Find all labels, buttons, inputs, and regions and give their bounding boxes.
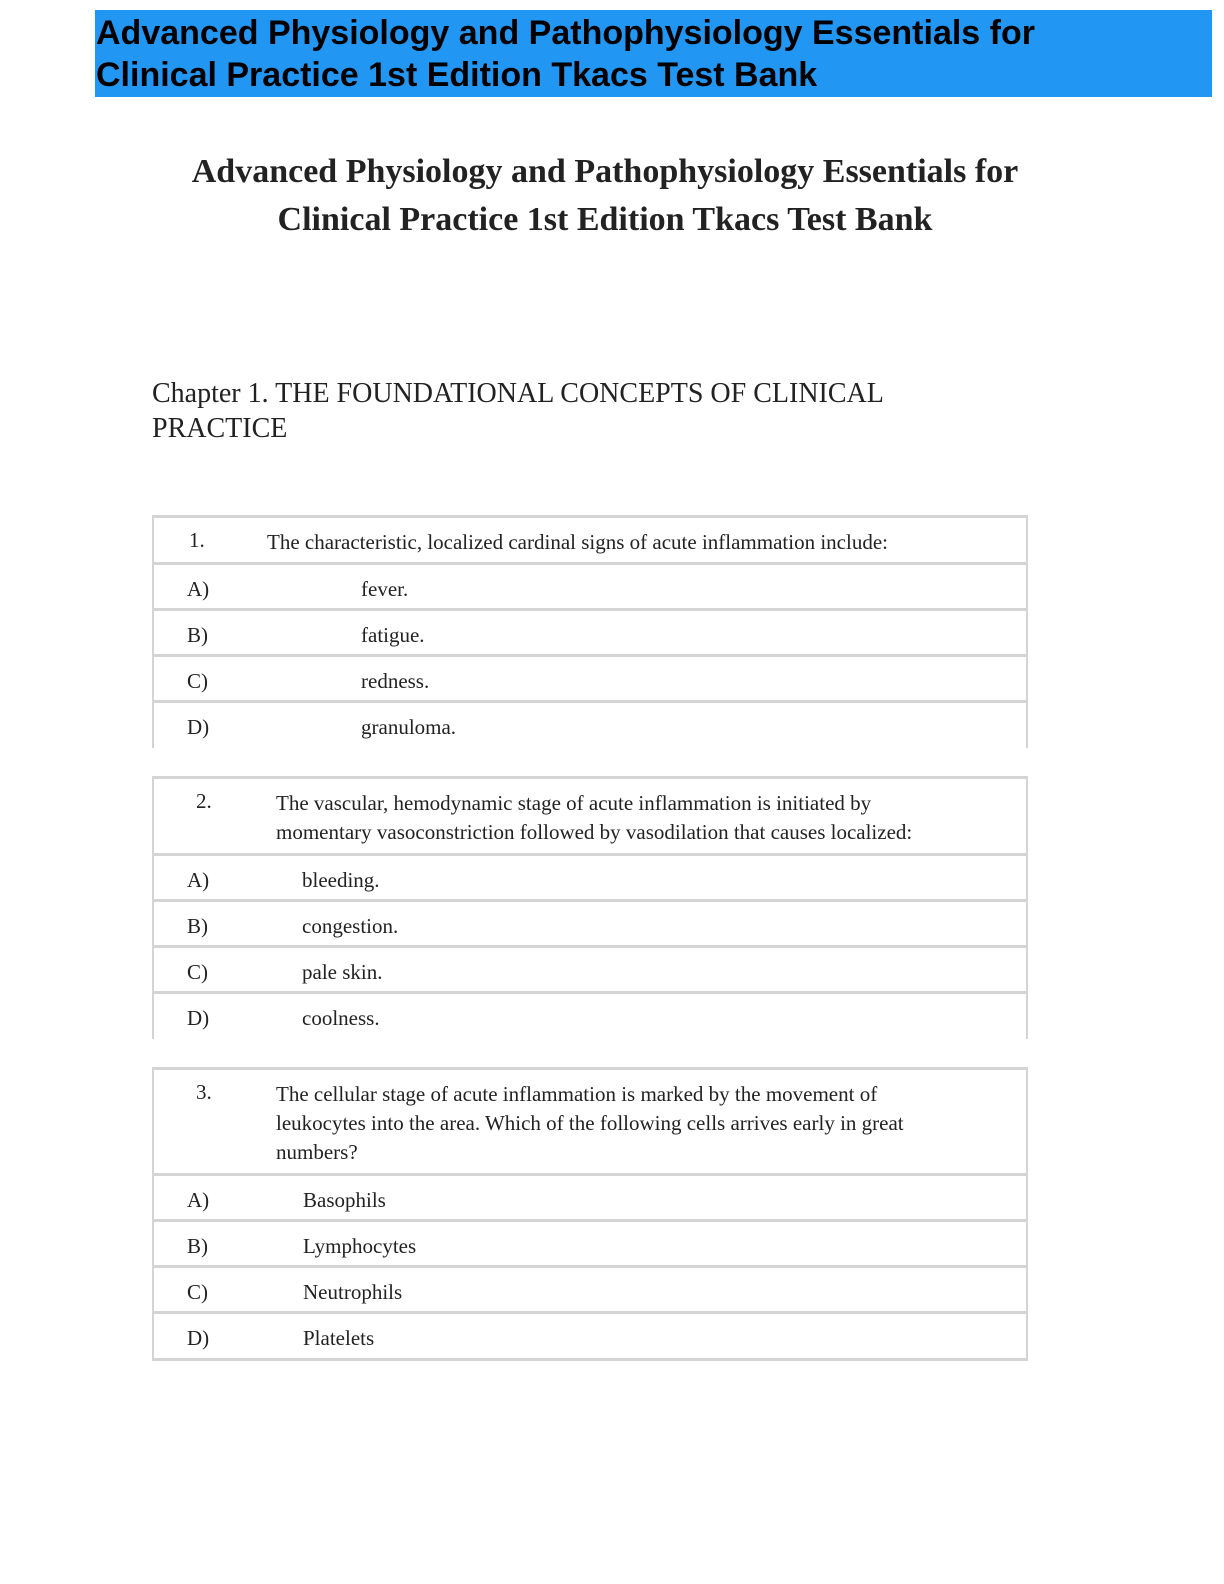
banner-title-line: Clinical Practice 1st Edition Tkacs Test Bank <box>96 56 818 94</box>
option-text: Basophils <box>303 1188 386 1212</box>
banner-title-line: Advanced Physiology and Pathophysiology Essentials for <box>96 14 1035 52</box>
chapter-heading <box>152 376 972 446</box>
question-stem <box>276 1080 904 1167</box>
option-letter: D) <box>187 1326 210 1350</box>
answer-option <box>152 856 1028 902</box>
answer-option <box>152 902 1028 948</box>
question-stem <box>276 789 912 847</box>
chapter-heading-line: Chapter 1. THE FOUNDATIONAL CONCEPTS OF CLINICAL <box>152 378 884 409</box>
option-text: bleeding. <box>302 868 380 892</box>
question-stem-line: momentary vasoconstriction followed by vasodilation that causes localized: <box>276 820 913 844</box>
option-text: fever. <box>361 577 409 601</box>
option-letter: C) <box>187 1280 208 1304</box>
question-row <box>152 1070 1028 1176</box>
question-stem-line: The characteristic, localized cardinal signs of acute inflammation include: <box>267 530 888 554</box>
chapter-heading-line: PRACTICE <box>152 413 288 444</box>
option-letter: A) <box>187 577 210 601</box>
question-stem-line: numbers? <box>276 1140 358 1164</box>
document-title-line: Clinical Practice 1st Edition Tkacs Test Bank <box>277 201 933 238</box>
question-table <box>152 776 1028 1039</box>
option-letter: B) <box>187 914 208 938</box>
document-title-line: Advanced Physiology and Pathophysiology Essentials for <box>191 153 1019 190</box>
question-stem <box>267 528 888 557</box>
option-text: Lymphocytes <box>303 1234 417 1258</box>
answer-option <box>152 703 1028 748</box>
option-letter: A) <box>187 868 210 892</box>
option-text: coolness. <box>302 1006 380 1030</box>
banner-title <box>96 12 1206 96</box>
question-table <box>152 515 1028 748</box>
option-letter: B) <box>187 1234 208 1258</box>
option-letter: A) <box>187 1188 210 1212</box>
option-text: congestion. <box>302 914 399 938</box>
answer-option <box>152 1314 1028 1361</box>
option-text: Platelets <box>303 1326 375 1350</box>
question-number: 2. <box>196 789 212 813</box>
question-number: 3. <box>196 1080 212 1104</box>
option-letter: B) <box>187 623 208 647</box>
document-title <box>120 148 1090 244</box>
answer-option <box>152 611 1028 657</box>
answer-option <box>152 1268 1028 1314</box>
answer-option <box>152 994 1028 1039</box>
option-letter: D) <box>187 1006 210 1030</box>
answer-option <box>152 657 1028 703</box>
option-text: granuloma. <box>361 715 457 739</box>
answer-option <box>152 1222 1028 1268</box>
option-text: Neutrophils <box>303 1280 403 1304</box>
option-text: redness. <box>361 669 430 693</box>
question-table <box>152 1067 1028 1361</box>
option-letter: C) <box>187 669 208 693</box>
question-row <box>152 779 1028 856</box>
question-stem-line: The cellular stage of acute inflammation is marked by the movement of <box>276 1082 878 1106</box>
option-letter: D) <box>187 715 210 739</box>
option-text: pale skin. <box>302 960 383 984</box>
answer-option <box>152 948 1028 994</box>
option-text: fatigue. <box>361 623 425 647</box>
question-stem-line: leukocytes into the area. Which of the following cells arrives early in great <box>276 1111 904 1135</box>
question-stem-line: The vascular, hemodynamic stage of acute inflammation is initiated by <box>276 791 872 815</box>
answer-option <box>152 1176 1028 1222</box>
question-number: 1. <box>189 528 205 552</box>
question-row <box>152 518 1028 565</box>
option-letter: C) <box>187 960 208 984</box>
answer-option <box>152 565 1028 611</box>
